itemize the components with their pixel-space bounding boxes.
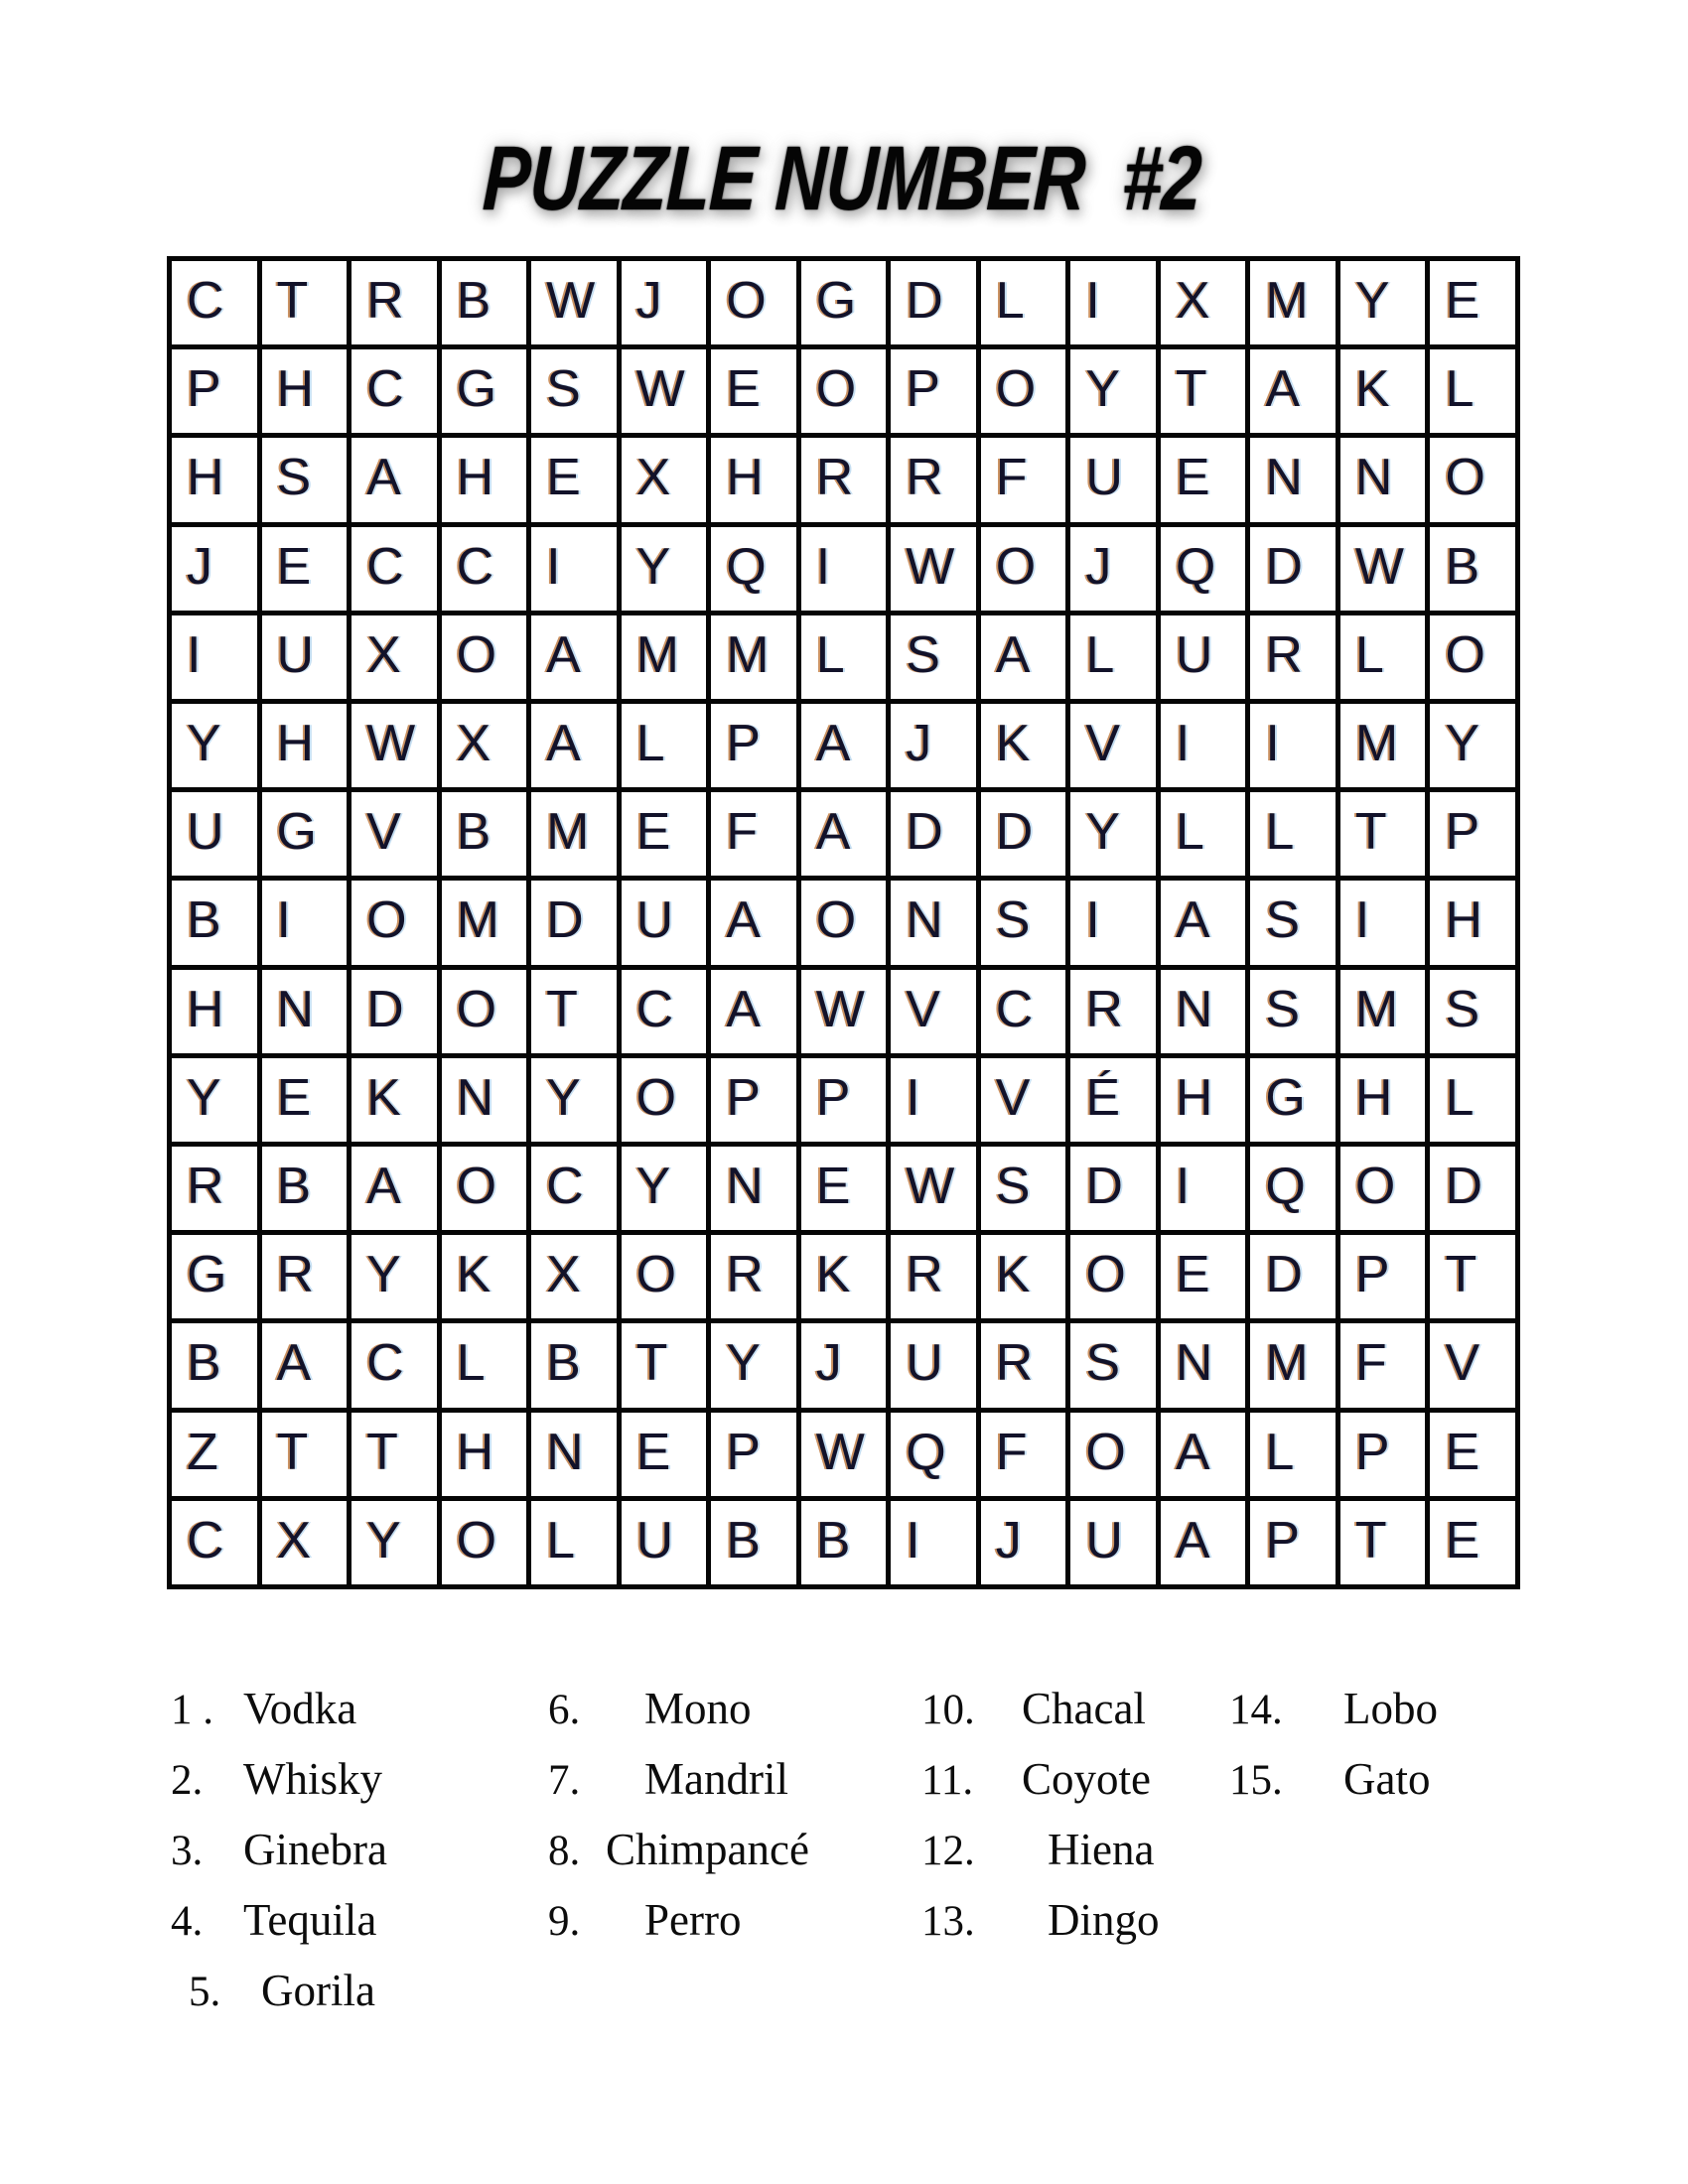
grid-cell: E [531,438,617,521]
grid-cell: W [531,261,617,344]
word-list-item [548,1885,809,1956]
grid-cell: S [1250,970,1336,1053]
word-label: Mono [644,1684,752,1733]
grid-cell: H [172,438,257,521]
grid-cell: Y [1070,792,1156,876]
word-number: 10. [921,1687,975,1733]
grid-cell: W [622,349,707,433]
grid-cell: Q [1250,1147,1336,1230]
grid-cell: D [1430,1147,1515,1230]
grid-cell: N [891,881,976,964]
grid-cell: W [891,527,976,611]
grid-cell: Q [1161,527,1246,611]
grid-cell: C [442,527,527,611]
grid-cell: W [801,970,887,1053]
grid-cell: N [262,970,348,1053]
grid-cell: O [622,1235,707,1318]
grid-cell: Y [622,527,707,611]
grid-cell: L [1430,349,1515,433]
grid-cell: E [1430,1413,1515,1496]
grid-cell: G [442,349,527,433]
grid-cell: J [172,527,257,611]
grid-cell: O [711,261,796,344]
grid-cell: Y [1070,349,1156,433]
grid-cell: W [1340,527,1426,611]
grid-cell: A [352,438,437,521]
word-number: 11. [921,1757,974,1804]
word-list [0,1674,1688,2091]
word-number: 5. [189,1969,221,2015]
grid-cell: L [801,615,887,699]
grid-cell: J [981,1501,1066,1584]
grid-cell: Y [1430,704,1515,787]
grid-cell: D [1070,1147,1156,1230]
word-label: Mandril [644,1754,788,1804]
grid-cell: L [622,704,707,787]
grid-cell: H [1430,881,1515,964]
grid-cell: Y [352,1235,437,1318]
grid-cell: O [801,349,887,433]
grid-cell: D [1250,527,1336,611]
grid-cell: M [1250,261,1336,344]
grid-cell: A [1250,349,1336,433]
grid-cell: A [1161,1413,1246,1496]
grid-cell: V [1070,704,1156,787]
word-number: 6. [548,1687,581,1733]
grid-cell: A [531,704,617,787]
grid-cell: P [711,1413,796,1496]
grid-cell: N [531,1413,617,1496]
grid-cell: C [172,1501,257,1584]
grid-cell: O [981,349,1066,433]
grid-cell: C [531,1147,617,1230]
word-search-grid [167,256,1520,1589]
word-label: Chimpancé [606,1825,809,1874]
word-list-item [1229,1674,1438,1744]
grid-cell: P [1340,1235,1426,1318]
grid-cell: A [1161,881,1246,964]
grid-cell: Y [622,1147,707,1230]
word-label: Lobo [1343,1684,1438,1733]
grid-cell: N [1340,438,1426,521]
word-list-item [1229,1744,1438,1815]
grid-cell: V [1430,1323,1515,1407]
word-label: Perro [644,1895,742,1945]
grid-cell: L [1340,615,1426,699]
grid-cell: Y [172,1058,257,1142]
grid-cell: I [891,1501,976,1584]
grid-cell: R [352,261,437,344]
grid-cell: K [981,1235,1066,1318]
word-list-item [189,1956,387,2026]
grid-cell: R [1250,615,1336,699]
grid-cell: L [1250,1413,1336,1496]
grid-cell: R [1070,970,1156,1053]
grid-cell: S [1070,1323,1156,1407]
grid-cell: T [1430,1235,1515,1318]
grid-cell: R [801,438,887,521]
grid-cell: H [262,704,348,787]
word-list-item [921,1885,1160,1956]
grid-cell: P [1340,1413,1426,1496]
word-number: 14. [1229,1687,1283,1733]
grid-cell: F [981,438,1066,521]
grid-cell: O [622,1058,707,1142]
grid-cell: L [981,261,1066,344]
grid-cell: B [1430,527,1515,611]
grid-cell: Z [172,1413,257,1496]
grid-cell: P [711,704,796,787]
grid-cell: X [352,615,437,699]
grid-cell: R [891,438,976,521]
grid-cell: A [531,615,617,699]
grid-cell: O [1070,1235,1156,1318]
grid-cell: H [442,438,527,521]
grid-cell: S [1250,881,1336,964]
grid-cell: H [1340,1058,1426,1142]
grid-cell: M [1340,704,1426,787]
word-list-item [171,1885,387,1956]
grid-cell: O [1430,615,1515,699]
word-number: 2. [171,1757,204,1804]
grid-cell: A [352,1147,437,1230]
grid-cell: D [1250,1235,1336,1318]
grid-cell: S [981,881,1066,964]
grid-cell: X [531,1235,617,1318]
word-list-item [921,1744,1160,1815]
grid-cell: J [622,261,707,344]
grid-cell: B [262,1147,348,1230]
grid-cell: P [172,349,257,433]
grid-cell: I [891,1058,976,1142]
grid-cell: N [711,1147,796,1230]
grid-cell: E [622,1413,707,1496]
grid-cell: U [1070,438,1156,521]
grid-cell: F [1340,1323,1426,1407]
grid-cell: C [981,970,1066,1053]
grid-cell: T [1161,349,1246,433]
grid-cell: M [711,615,796,699]
grid-cell: R [891,1235,976,1318]
grid-cell: V [352,792,437,876]
grid-cell: E [1161,1235,1246,1318]
word-number: 12. [921,1828,975,1874]
grid-cell: J [891,704,976,787]
word-label: Hiena [1048,1825,1155,1874]
grid-cell: U [1161,615,1246,699]
grid-cell: O [442,1501,527,1584]
grid-cell: J [1070,527,1156,611]
grid-cell: P [1250,1501,1336,1584]
grid-cell: L [442,1323,527,1407]
grid-cell: Y [1340,261,1426,344]
grid-cell: H [262,349,348,433]
grid-cell: O [1070,1413,1156,1496]
word-list-item [548,1674,809,1744]
grid-cell: L [1430,1058,1515,1142]
grid-cell: C [352,349,437,433]
grid-cell: L [1250,792,1336,876]
word-list-item [171,1674,387,1744]
word-list-item [921,1815,1160,1885]
grid-cell: C [352,1323,437,1407]
grid-cell: I [262,881,348,964]
grid-cell: O [981,527,1066,611]
grid-cell: X [262,1501,348,1584]
grid-cell: A [711,970,796,1053]
word-number: 13. [921,1898,975,1945]
grid-cell: G [1250,1058,1336,1142]
grid-cell: O [442,970,527,1053]
grid-cell: U [172,792,257,876]
grid-cell: S [531,349,617,433]
grid-cell: H [711,438,796,521]
grid-cell: B [531,1323,617,1407]
word-label: Whisky [243,1754,382,1804]
grid-cell: R [981,1323,1066,1407]
grid-cell: I [1070,881,1156,964]
grid-cell: X [1161,261,1246,344]
word-number: 15. [1229,1757,1283,1804]
grid-cell: N [1250,438,1336,521]
grid-cell: M [531,792,617,876]
grid-cell: U [262,615,348,699]
grid-cell: T [262,1413,348,1496]
grid-cell: H [172,970,257,1053]
grid-cell: B [801,1501,887,1584]
grid-cell: I [1250,704,1336,787]
grid-cell: T [1340,1501,1426,1584]
grid-cell: E [622,792,707,876]
grid-cell: K [801,1235,887,1318]
word-number: 8. [548,1828,581,1874]
grid-cell: D [352,970,437,1053]
grid-cell: X [442,704,527,787]
grid-cell: I [1161,1147,1246,1230]
grid-cell: L [1070,615,1156,699]
word-number: 1 . [171,1687,213,1733]
grid-cell: W [801,1413,887,1496]
grid-cell: G [262,792,348,876]
grid-cell: N [442,1058,527,1142]
grid-cell: E [262,527,348,611]
grid-cell: K [442,1235,527,1318]
grid-cell: S [981,1147,1066,1230]
grid-cell: B [172,881,257,964]
grid-cell: E [262,1058,348,1142]
grid-cell: U [622,1501,707,1584]
grid-cell: E [1161,438,1246,521]
grid-cell: I [172,615,257,699]
grid-cell: B [442,792,527,876]
grid-cell: D [891,261,976,344]
grid-cell: A [711,881,796,964]
grid-cell: D [981,792,1066,876]
grid-cell: O [352,881,437,964]
grid-cell: K [981,704,1066,787]
grid-cell: K [352,1058,437,1142]
grid-cell: R [172,1147,257,1230]
word-label: Gorila [261,1966,375,2015]
grid-cell: T [622,1323,707,1407]
grid-cell: H [1161,1058,1246,1142]
grid-cell: K [1340,349,1426,433]
grid-cell: U [891,1323,976,1407]
grid-cell: A [262,1323,348,1407]
grid-cell: I [1340,881,1426,964]
grid-cell: M [442,881,527,964]
grid-cell: W [352,704,437,787]
grid-cell: F [711,792,796,876]
grid-cell: X [622,438,707,521]
grid-cell: Y [711,1323,796,1407]
grid-cell: D [531,881,617,964]
grid-cell: B [711,1501,796,1584]
grid-cell: G [801,261,887,344]
word-list-item [548,1815,809,1885]
grid-cell: B [442,261,527,344]
word-number: 9. [548,1898,581,1945]
word-number: 7. [548,1757,581,1804]
word-list-item [171,1815,387,1885]
grid-cell: Y [352,1501,437,1584]
grid-cell: I [1070,261,1156,344]
grid-cell: A [801,704,887,787]
grid-cell: T [352,1413,437,1496]
grid-cell: P [711,1058,796,1142]
word-list-column [921,1674,1160,1956]
grid-cell: W [891,1147,976,1230]
grid-cell: S [891,615,976,699]
grid-cell: P [801,1058,887,1142]
grid-cell: R [711,1235,796,1318]
grid-cell: H [442,1413,527,1496]
grid-cell: A [981,615,1066,699]
grid-cell: V [981,1058,1066,1142]
grid-cell: N [1161,1323,1246,1407]
word-list-item [548,1744,809,1815]
grid-cell: T [1340,792,1426,876]
grid-cell: I [1161,704,1246,787]
word-label: Dingo [1048,1895,1160,1945]
grid-cell: A [1161,1501,1246,1584]
grid-cell: Q [891,1413,976,1496]
grid-cell: Y [172,704,257,787]
word-list-column [548,1674,809,1956]
grid-cell: U [622,881,707,964]
grid-cell: C [352,527,437,611]
word-list-item [921,1674,1160,1744]
grid-cell: P [891,349,976,433]
grid-cell: I [801,527,887,611]
word-label: Tequila [243,1895,377,1945]
grid-cell: L [531,1501,617,1584]
grid-cell: S [262,438,348,521]
grid-cell: E [711,349,796,433]
word-list-column [171,1674,387,2026]
grid-cell: C [172,261,257,344]
grid-cell: P [1430,792,1515,876]
grid-cell: Y [531,1058,617,1142]
grid-cell: S [1430,970,1515,1053]
grid-cell: F [981,1413,1066,1496]
grid-cell: M [1340,970,1426,1053]
grid-cell: O [442,615,527,699]
puzzle-title: PUZZLE NUMBER #2 [481,128,1203,230]
grid-cell: A [801,792,887,876]
word-label: Vodka [243,1684,357,1733]
grid-cell: C [622,970,707,1053]
grid-cell: O [801,881,887,964]
grid-cell: Q [711,527,796,611]
grid-cell: J [801,1323,887,1407]
grid-cell: T [531,970,617,1053]
grid-cell: U [1070,1501,1156,1584]
word-number: 4. [171,1898,204,1945]
word-label: Chacal [1022,1684,1146,1733]
grid-cell: R [262,1235,348,1318]
grid-cell: B [172,1323,257,1407]
word-list-column [1229,1674,1438,1815]
grid-cell: N [1161,970,1246,1053]
grid-cell: M [622,615,707,699]
grid-cell: E [1430,261,1515,344]
grid-cell: G [172,1235,257,1318]
grid-cell: D [891,792,976,876]
grid-cell: V [891,970,976,1053]
word-label: Ginebra [243,1825,387,1874]
grid-cell: O [1340,1147,1426,1230]
grid-cell: I [531,527,617,611]
word-number: 3. [171,1828,204,1874]
grid-cell: O [442,1147,527,1230]
grid-cell: L [1161,792,1246,876]
grid-cell: O [1430,438,1515,521]
word-label: Gato [1343,1754,1431,1804]
grid-cell: E [1430,1501,1515,1584]
grid-cell: T [262,261,348,344]
word-label: Coyote [1022,1754,1151,1804]
grid-cell: M [1250,1323,1336,1407]
word-list-item [171,1744,387,1815]
grid-cell: E [801,1147,887,1230]
grid-cell: É [1070,1058,1156,1142]
